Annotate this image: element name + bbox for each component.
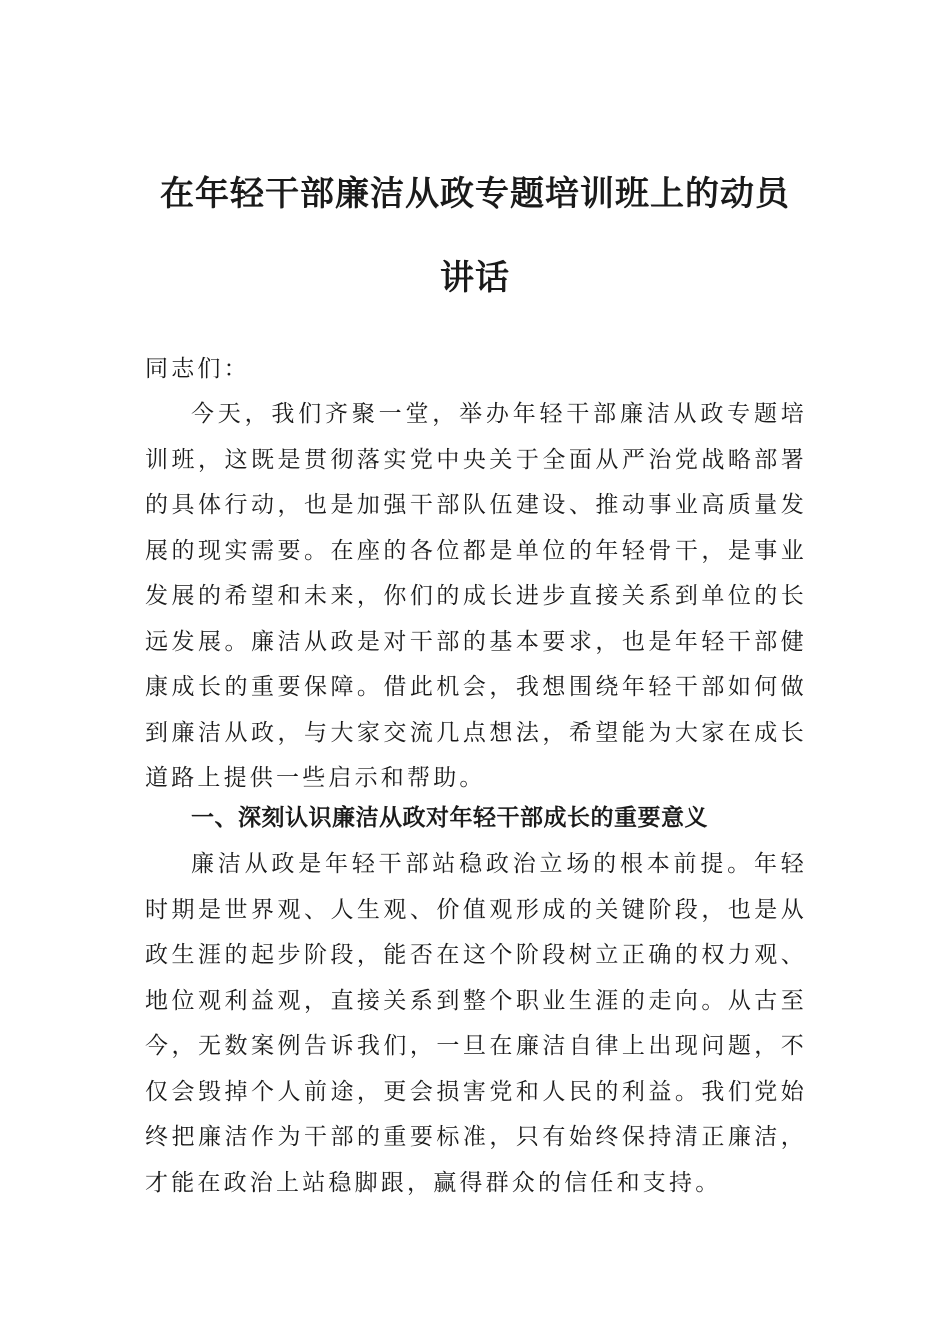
paragraph-section-1: 廉洁从政是年轻干部站稳政治立场的根本前提。年轻时期是世界观、人生观、价值观形成的关键阶段，也是从政生涯的起步阶段，能否在这个阶段树立正确的权力观、地位观利益观，直接关系到整个职业生涯的走向。从古至今，无数案例告诉我们，一旦在廉洁自律上出现问题，不仅会毁掉个人前途，更会损害党和人民的利益。我们党始终把廉洁作为干部的重要标准，只有始终保持清正廉洁，才能在政治上站稳脚跟，赢得群众的信任和支持。 [145, 851, 807, 1196]
document-title [120, 152, 830, 320]
salutation: 同志们： [145, 356, 250, 382]
section-heading-1: 一、深刻认识廉洁从政对年轻干部成长的重要意义 [191, 805, 708, 831]
paragraph-intro: 今天，我们齐聚一堂，举办年轻干部廉洁从政专题培训班，这既是贯彻落实党中央关于全面从严治党战略部署的具体行动，也是加强干部队伍建设、推动事业高质量发展的现实需要。在座的各位都是单位的年轻骨干，是事业发展的希望和未来，你们的成长进步直接关系到单位的长远发展。廉洁从政是对干部的基本要求，也是年轻干部健康成长的重要保障。借此机会，我想围绕年轻干部如何做到廉洁从政，与大家交流几点想法，希望能为大家在成长道路上提供一些启示和帮助。 [145, 401, 807, 791]
title-line-1: 在年轻干部廉洁从政专题培训班上的动员 [160, 174, 790, 214]
title-line-2: 讲话 [440, 258, 510, 298]
